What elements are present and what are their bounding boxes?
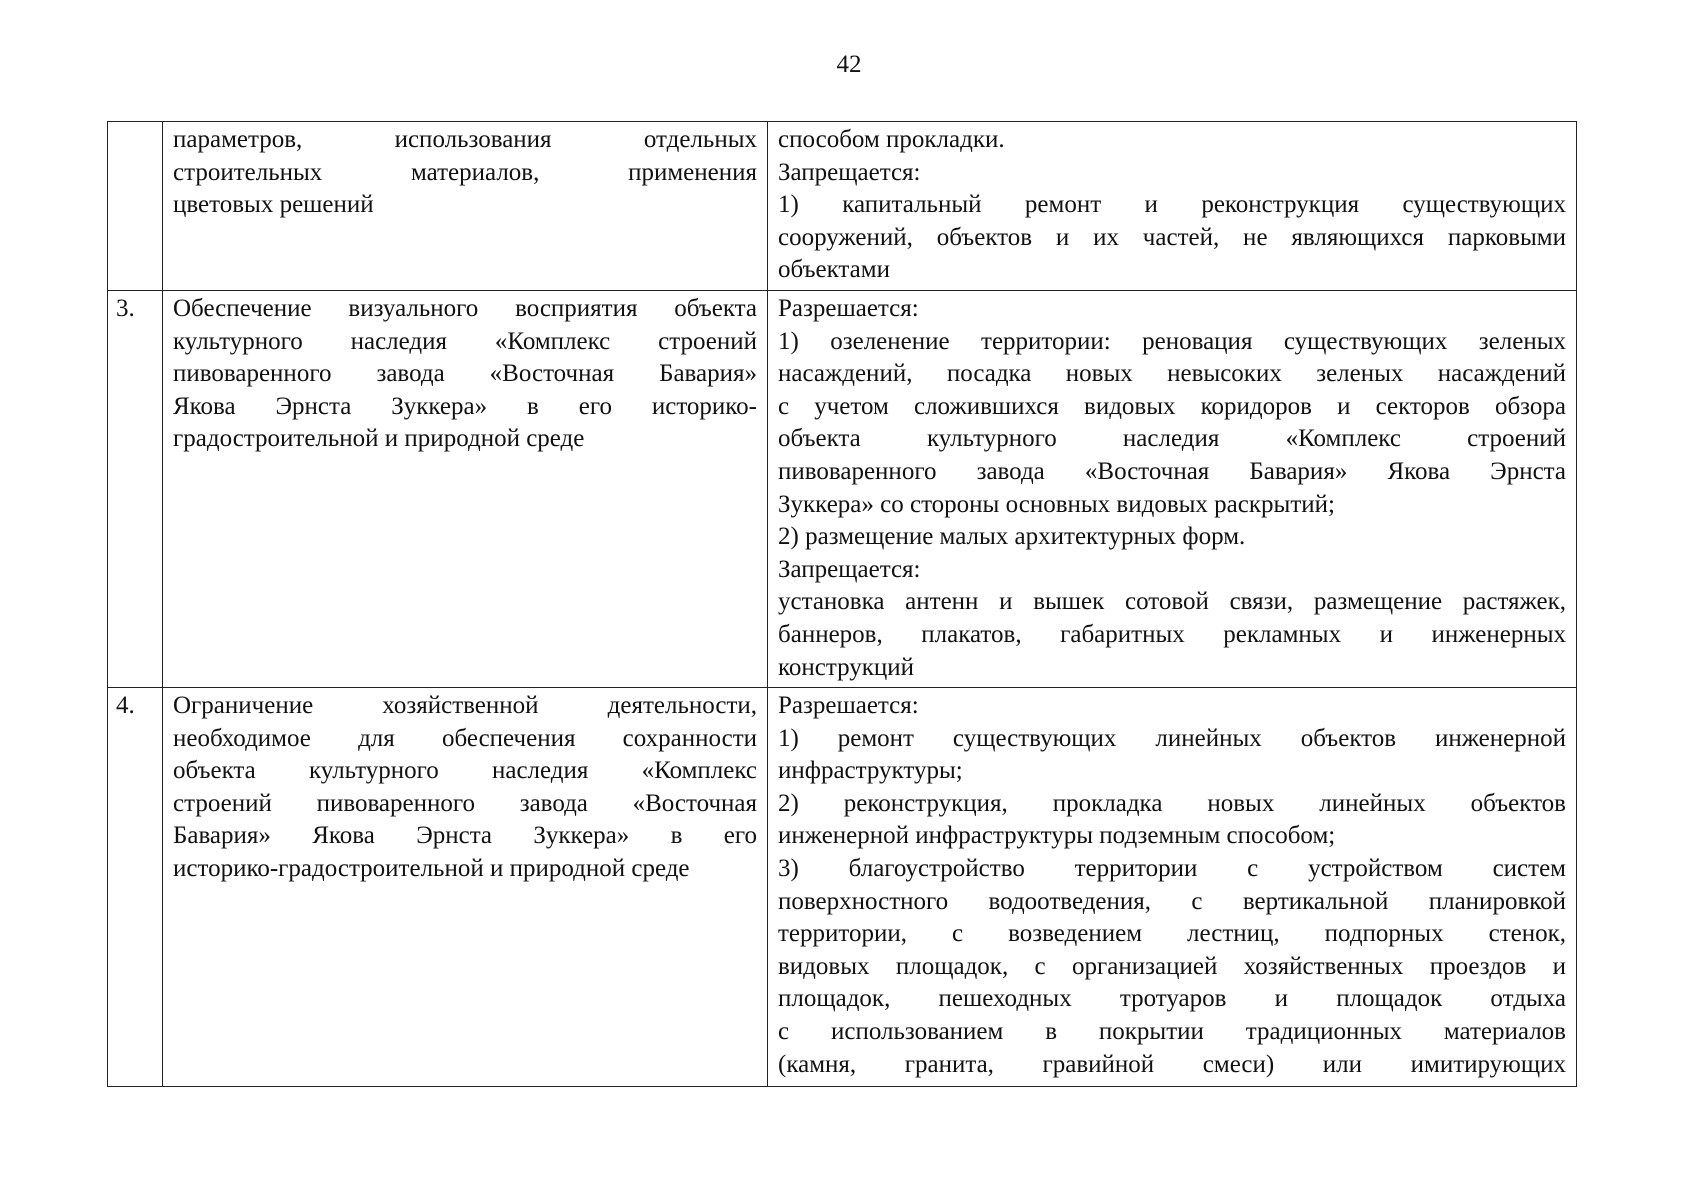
text-line: градостроительной и природной среде: [173, 425, 585, 453]
text-line: Запрещается:: [778, 555, 921, 583]
regulations-table: [107, 121, 1577, 1087]
text-line: историко-градостроительной и природной среде: [173, 855, 690, 883]
text-line: параметров, использования отдельных: [173, 126, 757, 153]
text-line: с учетом сложившихся видовых коридоров и секторов обзора: [778, 392, 1566, 420]
requirement-name-cell: [163, 688, 768, 1087]
text-line: (камня, гранита, гравийной смеси) или имитирующих: [778, 1050, 1566, 1078]
text-line: Бавария» Якова Эрнста Зуккера» в его: [173, 822, 757, 850]
text-line: строений пивоваренного завода «Восточная: [173, 789, 757, 817]
text-line: цветовых решений: [173, 191, 374, 219]
requirement-name-cell: [163, 122, 768, 291]
text-line: Ограничение хозяйственной деятельности,: [173, 692, 757, 720]
row-number-cell: 4.: [108, 688, 163, 1087]
text-line: способом прокладки.: [778, 126, 1005, 153]
text-line: территории, с возведением лестниц, подпорных стенок,: [778, 920, 1566, 948]
text-line: 2) размещение малых архитектурных форм.: [778, 523, 1246, 551]
requirement-rules-cell: [768, 290, 1577, 687]
table-row: [108, 290, 1577, 687]
text-line: поверхностного водоотведения, с вертикальной планировкой: [778, 887, 1566, 915]
text-line: 3) благоустройство территории с устройством систем: [778, 855, 1566, 883]
requirement-rules-cell: [768, 688, 1577, 1087]
text-line: строительных материалов, применения: [173, 158, 757, 186]
text-line: конструкций: [778, 653, 915, 681]
text-line: с использованием в покрытии традиционных материалов: [778, 1018, 1566, 1046]
text-line: пивоваренного завода «Восточная Бавария» Якова Эрнста: [778, 457, 1566, 485]
text-line: площадок, пешеходных тротуаров и площадок отдыха: [778, 985, 1566, 1013]
text-line: установка антенн и вышек сотовой связи, размещение растяжек,: [778, 588, 1566, 616]
text-line: Разрешается:: [778, 692, 919, 720]
text-line: инженерной инфраструктуры подземным способом;: [778, 822, 1336, 850]
text-line: культурного наследия «Комплекс строений: [173, 327, 757, 355]
row-number-cell: [108, 122, 163, 291]
table-row: [108, 122, 1577, 291]
text-line: Разрешается:: [778, 294, 919, 322]
text-line: объекта культурного наследия «Комплекс строений: [778, 425, 1566, 453]
text-line: необходимое для обеспечения сохранности: [173, 724, 757, 752]
text-line: Зуккера» со стороны основных видовых раскрытий;: [778, 490, 1335, 518]
table-row: [108, 688, 1577, 1087]
page-number: 42: [836, 51, 862, 78]
text-line: сооружений, объектов и их частей, не являющихся парковыми: [778, 223, 1566, 251]
requirement-name-cell: [163, 290, 768, 687]
row-number-cell: 3.: [108, 290, 163, 687]
text-line: 1) капитальный ремонт и реконструкция существующих: [778, 191, 1566, 219]
text-line: объекта культурного наследия «Комплекс: [173, 757, 757, 785]
text-line: Обеспечение визуального восприятия объекта: [173, 294, 757, 322]
requirement-rules-cell: [768, 122, 1577, 291]
text-line: Запрещается:: [778, 158, 921, 186]
text-line: инфраструктуры;: [778, 757, 963, 785]
text-line: 2) реконструкция, прокладка новых линейных объектов: [778, 789, 1566, 817]
text-line: 1) ремонт существующих линейных объектов инженерной: [778, 724, 1566, 752]
text-line: насаждений, посадка новых невысоких зеленых насаждений: [778, 360, 1566, 388]
text-line: объектами: [778, 256, 890, 284]
text-line: баннеров, плакатов, габаритных рекламных и инженерных: [778, 620, 1566, 648]
text-line: 1) озеленение территории: реновация существующих зеленых: [778, 327, 1566, 355]
text-line: Якова Эрнста Зуккера» в его историко-: [173, 392, 757, 420]
text-line: пивоваренного завода «Восточная Бавария»: [173, 360, 757, 388]
text-line: видовых площадок, с организацией хозяйственных проездов и: [778, 952, 1566, 980]
